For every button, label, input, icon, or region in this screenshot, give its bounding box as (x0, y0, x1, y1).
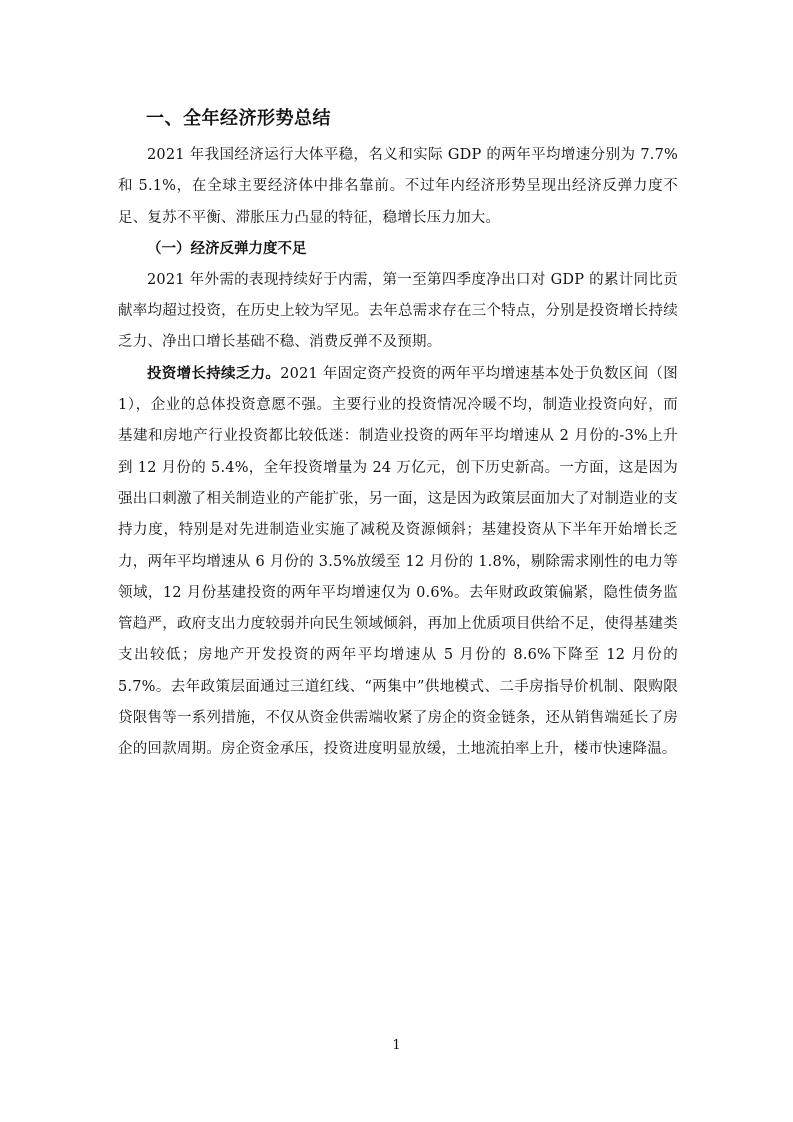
document-body (118, 104, 678, 766)
investment-lead: 投资增长持续乏力。 (147, 365, 281, 382)
subsection-heading: （一）经济反弹力度不足 (147, 240, 307, 257)
investment-paragraph (118, 359, 678, 766)
page-number: 1 (392, 1038, 401, 1053)
investment-text: 2021 年固定资产投资的两年平均增速基本处于负数区间（图 1），企业的总体投资意愿不强。主要行业的投资情况冷暖不均，制造业投资向好，而基建和房地产行业投资都比较低迷：制造业投资的两年平均增速从 2 月份的-3%上升到 12 月份的 5.4%，全年投资增量为 24 万亿元，创下历史新高。一方面，这是因为强出口刺激了相关制造业的产能扩张，另一面，这是因为政策层面加大了对制造业的支持力度，特别是对先进制造业实施了减税及资源倾斜；基建投资从下半年开始增长乏力，两年平均增速从 6 月份的 3.5%放缓至 12 月份的 1.8%，剔除需求刚性的电力等领域，12 月份基建投资的两年平均增速仅为 0.6%。去年财政政策偏紧，隐性债务监管趋严，政府支出力度较弱并向民生领域倾斜，再加上优质项目供给不足，使得基建类支出较低；房地产开发投资的两年平均增速从 5 月份的 8.6%下降至 12 月份的 5.7%。去年政策层面通过三道红线、“两集中”供地模式、二手房指导价机制、限购限贷限售等一系列措施，不仅从资金供需端收紧了房企的资金链条，还从销售端延长了房企的回款周期。房企资金承压，投资进度明显放缓，土地流拍率上升，楼市快速降温。 (118, 365, 678, 758)
intro-paragraph: 2021 年我国经济运行大体平稳，名义和实际 GDP 的两年平均增速分别为 7.7%和 5.1%，在全球主要经济体中排名靠前。不过年内经济形势呈现出经济反弹力度不足、复苏不平衡、滞胀压力凸显的特征，稳增长压力加大。 (118, 147, 678, 226)
section-heading: 一、全年经济形势总结 (146, 108, 331, 129)
external-demand-paragraph: 2021 年外需的表现持续好于内需，第一至第四季度净出口对 GDP 的累计同比贡献率均超过投资，在历史上较为罕见。去年总需求存在三个特点，分别是投资增长持续乏力、净出口增长基础不稳、消费反弹不及预期。 (118, 271, 678, 351)
